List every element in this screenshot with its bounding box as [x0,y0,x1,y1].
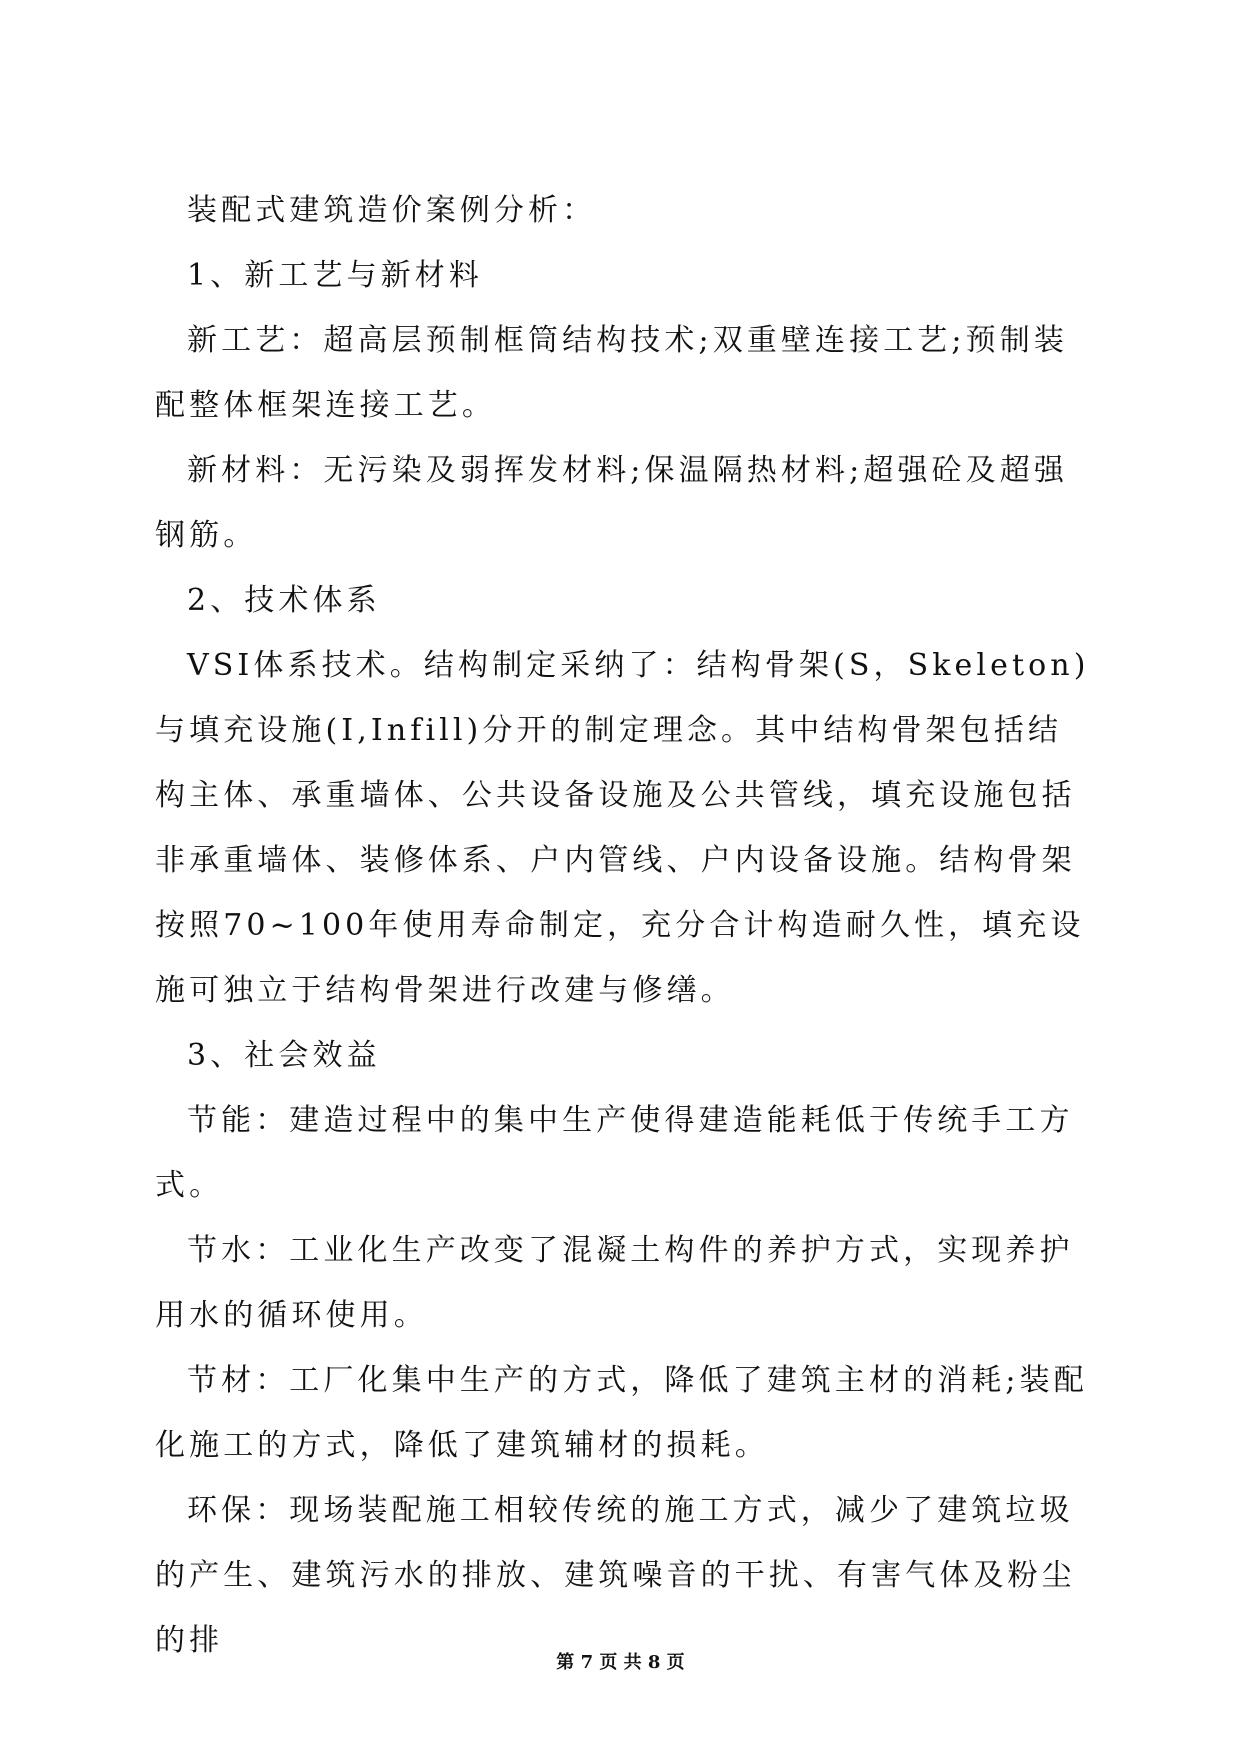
section-heading-social-benefit: 3、社会效益 [187,1038,381,1073]
paragraph-energy-saving: 节能：建造过程中的集中生产使得建造能耗低于传统手工方式。 [155,1103,1074,1203]
section-heading-new-tech: 1、新工艺与新材料 [187,258,483,293]
section-heading-tech-system: 2、技术体系 [187,583,381,618]
heading-case-analysis: 装配式建筑造价案例分析： [187,193,597,228]
paragraph-new-process: 新工艺：超高层预制框筒结构技术;双重壁连接工艺;预制装配整体框架连接工艺。 [155,323,1068,423]
paragraph-material-saving: 节材：工厂化集中生产的方式，降低了建筑主材的消耗;装配化施工的方式，降低了建筑辅材的损耗。 [155,1363,1088,1463]
paragraph-new-material: 新材料：无污染及弱挥发材料;保温隔热材料;超强砼及超强钢筋。 [155,453,1068,553]
paragraph-vsi-system: VSI体系技术。结构制定采纳了：结构骨架(S，Skeleton)与填充设施(I,Infill)分开的制定理念。其中结构骨架包括结构主体、承重墙体、公共设备设施及公共管线，填充设施包括非承重墙体、装修体系、户内管线、户内设备设施。结构骨架按照70~100年使用寿命制定，充分合计构造耐久性，填充设施可独立于结构骨架进行改建与修缮。 [155,648,1090,1008]
paragraph-environment: 环保：现场装配施工相较传统的施工方式，减少了建筑垃圾的产生、建筑污水的排放、建筑噪音的干扰、有害气体及粉尘的排 [155,1493,1076,1658]
document-body [155,178,1095,1673]
paragraph-water-saving: 节水：工业化生产改变了混凝土构件的养护方式，实现养护用水的循环使用。 [155,1233,1074,1333]
page-number-footer: 第 7 页 共 8 页 [556,1652,685,1673]
